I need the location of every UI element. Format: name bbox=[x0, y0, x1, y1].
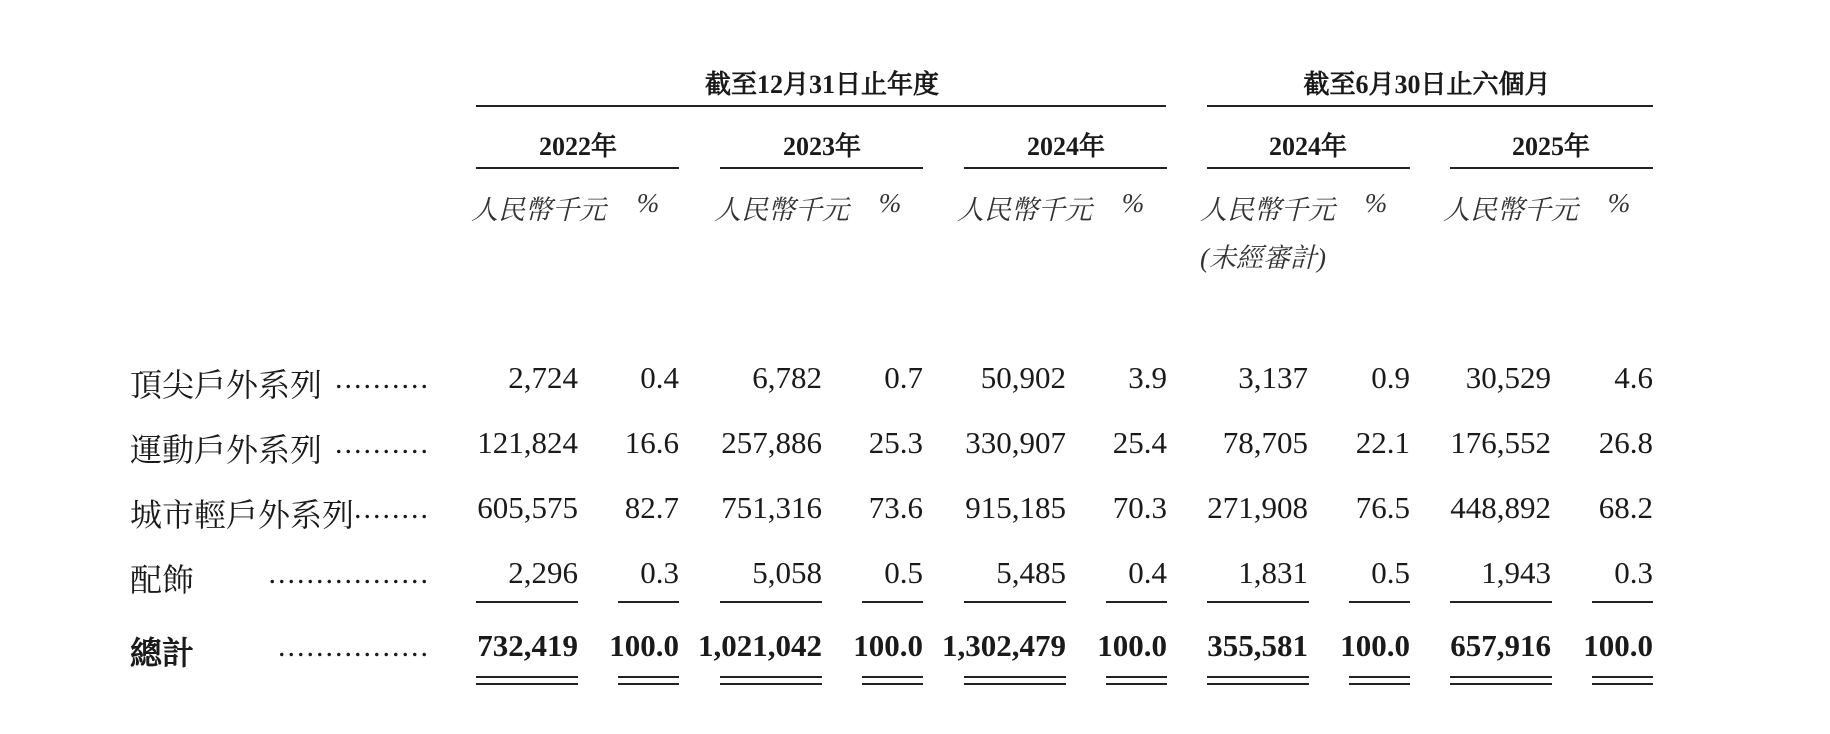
percent-cell: 76.5 bbox=[1355, 490, 1410, 525]
group-title-six-months: 截至6月30日止六個月 bbox=[1303, 70, 1551, 99]
percent-cell: 16.6 bbox=[624, 425, 679, 460]
double-rule-line bbox=[1349, 676, 1410, 678]
amount-cell: 1,943 bbox=[1481, 555, 1551, 590]
percent-cell: 82.7 bbox=[624, 490, 679, 525]
amount-cell: 751,316 bbox=[721, 490, 822, 525]
amount-cell: 605,575 bbox=[477, 490, 578, 525]
subtotal-rule bbox=[1349, 601, 1410, 603]
amount-cell: 5,058 bbox=[752, 555, 822, 590]
amount-cell: 1,021,042 bbox=[698, 628, 822, 663]
subtotal-rule bbox=[964, 601, 1066, 603]
percent-cell: 73.6 bbox=[868, 490, 923, 525]
leader-dots-wrap bbox=[265, 557, 431, 591]
year-heading: 2023年 bbox=[782, 132, 862, 161]
amount-cell: 176,552 bbox=[1450, 425, 1551, 460]
row-label: 運動戶外系列 bbox=[130, 432, 323, 468]
percent-cell: 68.2 bbox=[1598, 490, 1653, 525]
year-heading: 2024年 bbox=[1026, 132, 1106, 161]
double-rule-line bbox=[476, 683, 578, 685]
percent-cell: 0.5 bbox=[1371, 555, 1410, 590]
year-rule bbox=[1450, 167, 1653, 169]
percent-cell: 100.0 bbox=[1340, 628, 1410, 663]
percent-cell: 0.3 bbox=[1614, 555, 1653, 590]
percent-cell: 0.7 bbox=[884, 360, 923, 395]
percent-heading: % bbox=[1121, 188, 1145, 218]
percent-cell: 100.0 bbox=[609, 628, 679, 663]
double-rule-line bbox=[1592, 676, 1653, 678]
row-label: 城市輕戶外系列 bbox=[130, 497, 355, 533]
row-label: 配飾 bbox=[130, 562, 195, 598]
percent-cell: 0.3 bbox=[640, 555, 679, 590]
group-rule-annual bbox=[476, 105, 1166, 107]
amount-cell: 30,529 bbox=[1465, 360, 1551, 395]
amount-cell: 355,581 bbox=[1207, 628, 1308, 663]
amount-cell: 78,705 bbox=[1222, 425, 1308, 460]
double-rule-line bbox=[964, 683, 1066, 685]
double-rule-line bbox=[1106, 683, 1167, 685]
year-rule bbox=[476, 167, 679, 169]
double-rule-line bbox=[862, 676, 923, 678]
total-label: 總計 bbox=[130, 635, 195, 671]
percent-heading: % bbox=[636, 188, 660, 218]
group-rule-six-months bbox=[1207, 105, 1653, 107]
percent-cell: 3.9 bbox=[1128, 360, 1167, 395]
double-rule-line bbox=[1450, 676, 1552, 678]
subtotal-rule bbox=[1106, 601, 1167, 603]
unit-heading: 人民幣千元 bbox=[1200, 195, 1335, 225]
double-rule-line bbox=[720, 676, 822, 678]
percent-heading: % bbox=[1607, 188, 1631, 218]
amount-cell: 732,419 bbox=[477, 628, 578, 663]
percent-heading: % bbox=[1364, 188, 1388, 218]
amount-cell: 257,886 bbox=[721, 425, 822, 460]
amount-cell: 271,908 bbox=[1207, 490, 1308, 525]
group-title-annual: 截至12月31日止年度 bbox=[704, 70, 940, 99]
leader-dots-wrap bbox=[331, 362, 430, 396]
percent-cell: 100.0 bbox=[1097, 628, 1167, 663]
unit-heading: 人民幣千元 bbox=[1443, 195, 1578, 225]
double-rule-line bbox=[476, 676, 578, 678]
leader-dots: .......... bbox=[335, 427, 430, 460]
double-rule-line bbox=[618, 676, 679, 678]
amount-cell: 330,907 bbox=[965, 425, 1066, 460]
year-rule bbox=[964, 167, 1167, 169]
amount-cell: 121,824 bbox=[477, 425, 578, 460]
percent-cell: 0.4 bbox=[1128, 555, 1167, 590]
double-rule-line bbox=[1450, 683, 1552, 685]
subtotal-rule bbox=[618, 601, 679, 603]
unit-heading: 人民幣千元 bbox=[714, 195, 849, 225]
subtotal-rule bbox=[1592, 601, 1653, 603]
leader-dots: ................ bbox=[278, 630, 430, 663]
percent-cell: 100.0 bbox=[1583, 628, 1653, 663]
double-rule-line bbox=[720, 683, 822, 685]
subtotal-rule bbox=[862, 601, 923, 603]
percent-cell: 70.3 bbox=[1112, 490, 1167, 525]
row-label: 頂尖戶外系列 bbox=[130, 367, 323, 403]
percent-cell: 26.8 bbox=[1598, 425, 1653, 460]
year-rule bbox=[1207, 167, 1410, 169]
percent-cell: 100.0 bbox=[853, 628, 923, 663]
unaudited-note: (未經審計) bbox=[1200, 243, 1326, 273]
subtotal-rule bbox=[1207, 601, 1309, 603]
percent-heading: % bbox=[878, 188, 902, 218]
double-rule-line bbox=[1106, 676, 1167, 678]
percent-cell: 4.6 bbox=[1614, 360, 1653, 395]
year-rule bbox=[720, 167, 923, 169]
year-heading: 2025年 bbox=[1511, 132, 1591, 161]
amount-cell: 6,782 bbox=[752, 360, 822, 395]
double-rule-line bbox=[1592, 683, 1653, 685]
double-rule-line bbox=[1207, 683, 1309, 685]
amount-cell: 1,302,479 bbox=[942, 628, 1066, 663]
amount-cell: 3,137 bbox=[1238, 360, 1308, 395]
percent-cell: 0.5 bbox=[884, 555, 923, 590]
percent-cell: 0.9 bbox=[1371, 360, 1410, 395]
year-heading: 2024年 bbox=[1268, 132, 1348, 161]
amount-cell: 915,185 bbox=[965, 490, 1066, 525]
unit-heading: 人民幣千元 bbox=[957, 195, 1092, 225]
amount-cell: 2,724 bbox=[508, 360, 578, 395]
percent-cell: 25.3 bbox=[868, 425, 923, 460]
unit-heading: 人民幣千元 bbox=[471, 195, 606, 225]
leader-dots: .......... bbox=[335, 362, 430, 395]
leader-dots: ................. bbox=[268, 557, 430, 590]
double-rule-line bbox=[964, 676, 1066, 678]
percent-cell: 25.4 bbox=[1112, 425, 1167, 460]
subtotal-rule bbox=[476, 601, 578, 603]
double-rule-line bbox=[862, 683, 923, 685]
amount-cell: 50,902 bbox=[980, 360, 1066, 395]
double-rule-line bbox=[618, 683, 679, 685]
amount-cell: 657,916 bbox=[1450, 628, 1551, 663]
subtotal-rule bbox=[720, 601, 822, 603]
leader-dots: ........ bbox=[354, 492, 430, 525]
subtotal-rule bbox=[1450, 601, 1552, 603]
double-rule-line bbox=[1207, 676, 1309, 678]
percent-cell: 22.1 bbox=[1355, 425, 1410, 460]
amount-cell: 2,296 bbox=[508, 555, 578, 590]
leader-dots-wrap bbox=[331, 427, 430, 461]
amount-cell: 5,485 bbox=[996, 555, 1066, 590]
amount-cell: 1,831 bbox=[1238, 555, 1308, 590]
leader-dots-wrap bbox=[350, 492, 430, 526]
percent-cell: 0.4 bbox=[640, 360, 679, 395]
year-heading: 2022年 bbox=[538, 132, 618, 161]
double-rule-line bbox=[1349, 683, 1410, 685]
amount-cell: 448,892 bbox=[1450, 490, 1551, 525]
leader-dots-wrap bbox=[274, 630, 430, 664]
